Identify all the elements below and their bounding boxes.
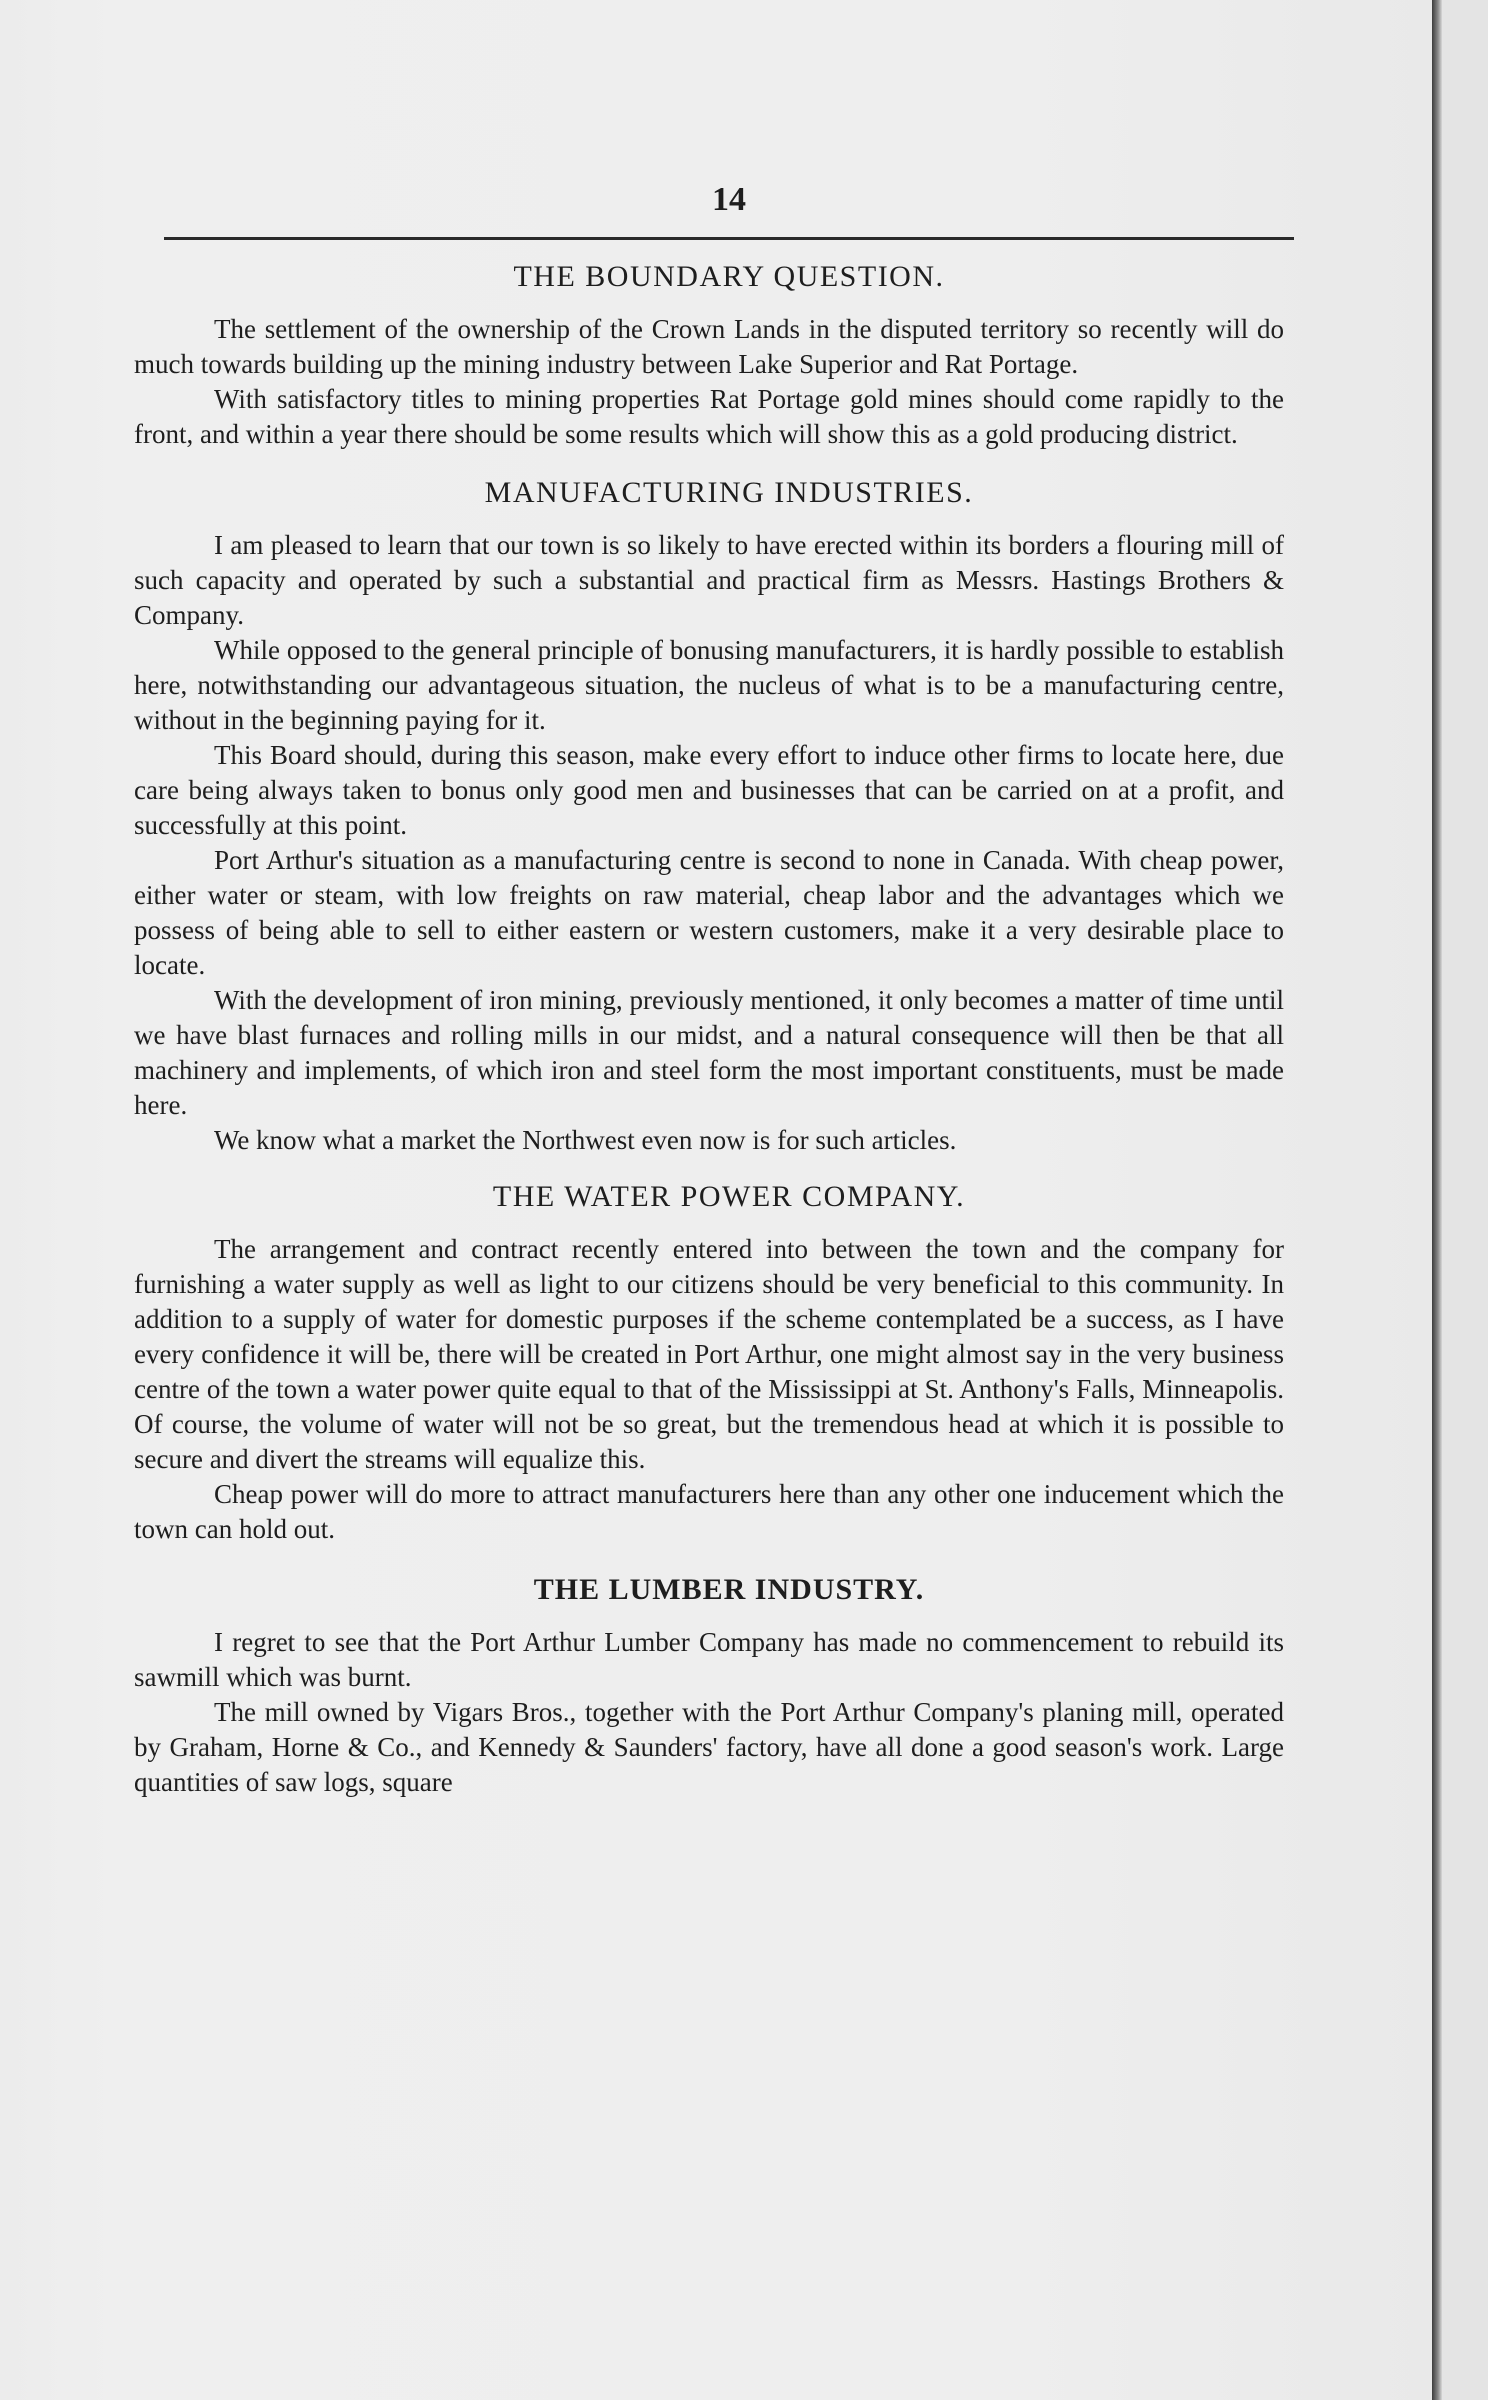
paragraph: With satisfactory titles to mining properties Rat Portage gold mines should come rapidly to the front, and within a year there should be some results which will show this as a gold producing district. [134, 384, 1284, 449]
header-rule [164, 237, 1294, 240]
page-number: 14 [712, 181, 746, 218]
paragraph: The arrangement and contract recently entered into between the town and the company for furnishing a water supply as well as light to our citizens should be very beneficial to this community. In addition to a supply of water for domestic purposes if the scheme contemplated be a success, as I have every confidence it will be, there will be created in Port Arthur, one might almost say in the very business centre of the town a water power quite equal to that of the Mississippi at St. Anthony's Falls, Minneapolis. Of course, the volume of water will not be so great, but the tremendous head at which it is possible to secure and divert the streams will equalize this. [134, 1234, 1284, 1474]
paragraph: The settlement of the ownership of the Crown Lands in the disputed territory so recently will do much towards building up the mining industry between Lake Superior and Rat Portage. [134, 314, 1284, 379]
paragraph: We know what a market the Northwest even now is for such articles. [214, 1125, 957, 1155]
page-binding-edge [1432, 0, 1442, 2400]
paragraph: While opposed to the general principle of bonusing manufacturers, it is hardly possible to establish here, notwithstanding our advantageous situation, the nucleus of what is to be a manufacturing centre, without in the beginning paying for it. [134, 635, 1284, 735]
section-boundary-question [134, 260, 1284, 452]
section-heading: MANUFACTURING INDUSTRIES. [484, 476, 974, 509]
paragraph: This Board should, during this season, make every effort to induce other firms to locate here, due care being always taken to bonus only good men and businesses that can be carried on at a profit, and successfully at this point. [134, 740, 1284, 840]
paragraph: I am pleased to learn that our town is so likely to have erected within its borders a flouring mill of such capacity and operated by such a substantial and practical firm as Messrs. Hastings Brothers & Company. [134, 530, 1284, 630]
section-heading: THE WATER POWER COMPANY. [492, 1180, 966, 1213]
paragraph: Port Arthur's situation as a manufacturing centre is second to none in Canada. With cheap power, either water or steam, with low freights on raw material, cheap labor and the advantages which we possess of being able to sell to either eastern or western customers, make it a very desirable place to locate. [134, 845, 1284, 980]
paragraph: The mill owned by Vigars Bros., together with the Port Arthur Company's planing mill, operated by Graham, Horne & Co., and Kennedy & Saunders' factory, have all done a good season's work. Large quantities of saw logs, square [134, 1697, 1284, 1797]
paragraph: Cheap power will do more to attract manufacturers here than any other one inducement which the town can hold out. [134, 1479, 1284, 1544]
page-content [134, 175, 1284, 1800]
section-heading: THE LUMBER INDUSTRY. [533, 1573, 925, 1606]
page-margin-strip [1442, 0, 1488, 2400]
section-lumber-industry [134, 1573, 1284, 1800]
section-water-power-company [134, 1180, 1284, 1547]
section-heading: THE BOUNDARY QUESTION. [513, 260, 945, 293]
section-manufacturing-industries [134, 476, 1284, 1158]
paragraph: I regret to see that the Port Arthur Lumber Company has made no commencement to rebuild its sawmill which was burnt. [134, 1627, 1284, 1692]
paragraph: With the development of iron mining, previously mentioned, it only becomes a matter of time until we have blast furnaces and rolling mills in our midst, and a natural consequence will then be that all machinery and implements, of which iron and steel form the most important constituents, must be made here. [134, 985, 1284, 1120]
